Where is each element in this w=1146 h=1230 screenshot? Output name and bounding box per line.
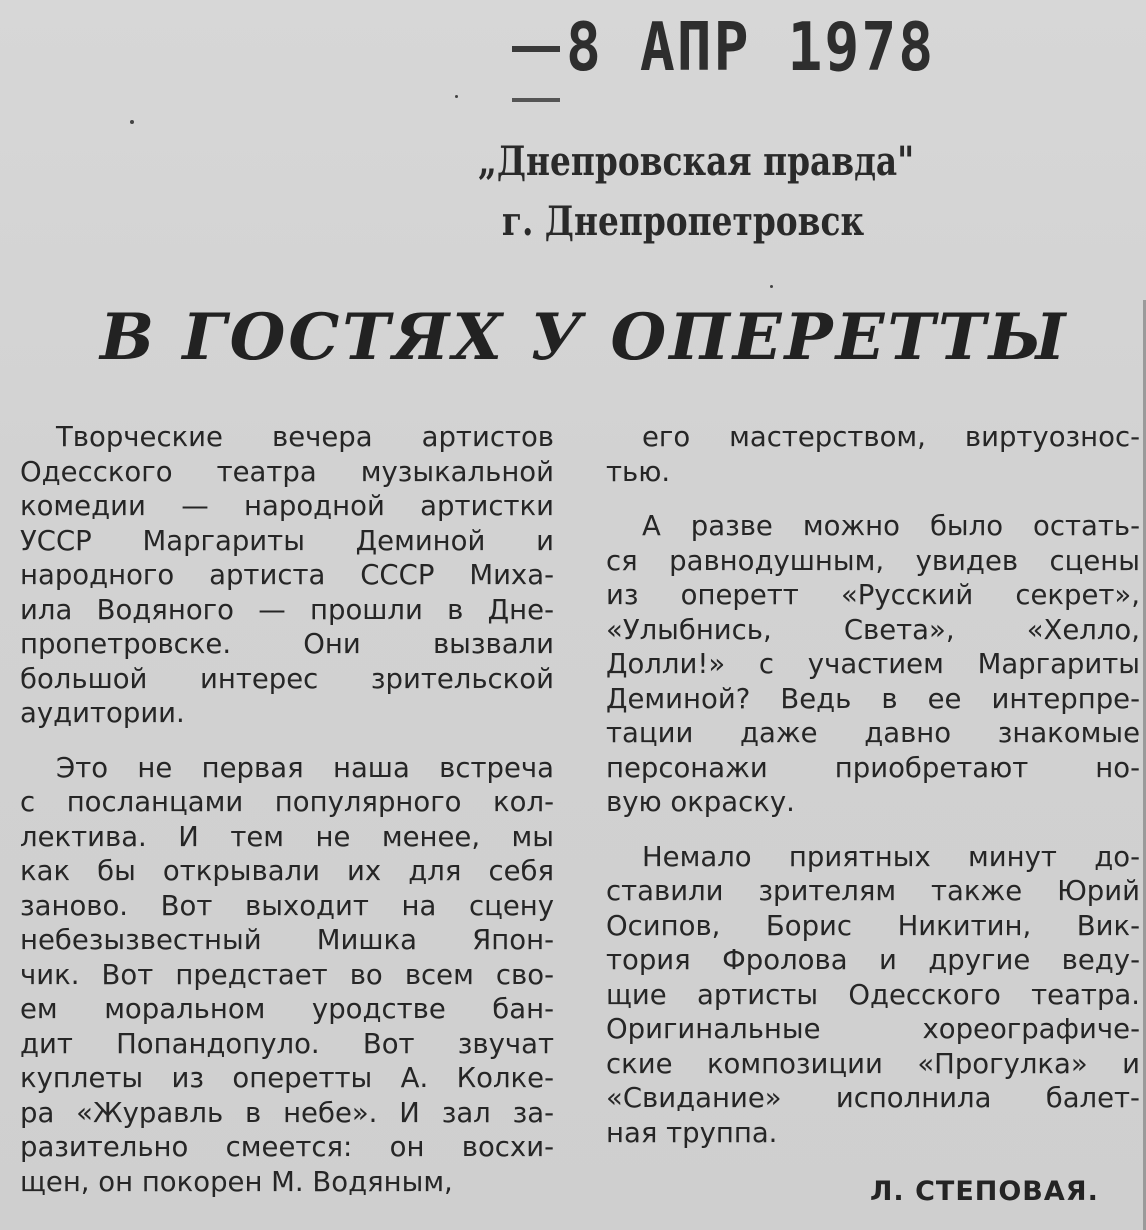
text-line: тория Фролова и другие веду- [606,944,1140,976]
text-line: вую окраску. [606,786,795,818]
text-line: ем моральном уродстве бан- [20,993,554,1025]
text-line: Одесского театра музыкальной [20,455,554,488]
text-line: большой интерес зрительской [20,662,554,695]
text-line: ские композиции «Прогулка» и [606,1047,1140,1080]
text-line: народного артиста СССР Миха- [20,559,554,591]
text-line: персонажи приобретают но- [606,751,1140,784]
paper-speck [130,120,134,124]
article-paragraph [606,509,1140,820]
text-line: аудитории. [20,697,185,729]
author-byline: Л. СТЕПОВАЯ. [870,1176,1099,1207]
text-line: ила Водяного — прошли в Дне- [20,593,554,626]
text-line: дит Попандопуло. Вот звучат [20,1027,554,1060]
text-line: Оригинальные хореографиче- [606,1013,1140,1045]
text-line: Долли!» с участием Маргариты [606,648,1140,680]
text-line: тью. [606,455,671,488]
text-line: «Свидание» исполнила балет- [606,1082,1140,1114]
text-line: небезызвестный Мишка Япон- [20,924,554,956]
text-line: его мастерством, виртуознос- [642,421,1140,453]
text-line: щен, он покорен М. Водяным, [20,1165,453,1198]
article-paragraph [606,840,1140,1151]
newspaper-city: г. Днепропетровск [501,198,865,245]
article-paragraph [20,751,554,1200]
text-line: УССР Маргариты Деминой и [20,524,554,557]
text-line: ся равнодушным, увидев сцены [606,544,1140,577]
article-column-left [20,420,554,1199]
text-line: куплеты из оперетты А. Колке- [20,1062,554,1094]
stamp-date-text: 8 АПР 1978 [566,8,936,87]
text-line: ная труппа. [606,1116,778,1149]
stamp-mark [512,46,560,52]
paper-speck [770,285,773,288]
text-line: Творческие вечера артистов [56,421,554,453]
newspaper-name: „Днепровская правда" [478,138,915,185]
text-line: ставили зрителям также Юрий [606,875,1140,907]
paragraph-gap [606,820,1140,840]
paper-speck [455,95,458,98]
article-headline: В ГОСТЯХ У ОПЕРЕТТЫ [100,300,1069,375]
paragraph-gap [606,489,1140,509]
paragraph-gap [20,731,554,751]
text-line: чик. Вот предстает во всем сво- [20,958,554,991]
text-line: лектива. И тем не менее, мы [20,820,554,853]
text-line: ра «Журавль в небе». И зал за- [20,1096,554,1129]
newspaper-stamp [478,132,915,252]
article-column-right [606,420,1140,1150]
text-line: щие артисты Одесского театра. [606,978,1140,1011]
text-line: из оперетт «Русский секрет», [606,579,1140,611]
text-line: разительно смеется: он восхи- [20,1131,554,1163]
stamp-mark [512,98,560,102]
text-line: комедии — народной артистки [20,490,554,522]
article-paragraph [606,420,1140,489]
text-line: пропетровске. Они вызвали [20,628,554,660]
text-line: Это не первая наша встреча [56,751,554,784]
article-paragraph [20,420,554,731]
text-line: А разве можно было остать- [642,510,1140,542]
text-line: Осипов, Борис Никитин, Вик- [606,909,1140,942]
text-line: «Улыбнись, Света», «Хелло, [606,613,1140,646]
text-line: как бы открывали их для себя [20,855,554,887]
date-stamp [508,8,936,98]
text-line: с посланцами популярного кол- [20,786,554,818]
text-line: заново. Вот выходит на сцену [20,889,554,922]
text-line: Деминой? Ведь в ее интерпре- [606,682,1140,715]
text-line: Немало приятных минут до- [642,840,1140,873]
text-line: тации даже давно знакомые [606,717,1140,749]
